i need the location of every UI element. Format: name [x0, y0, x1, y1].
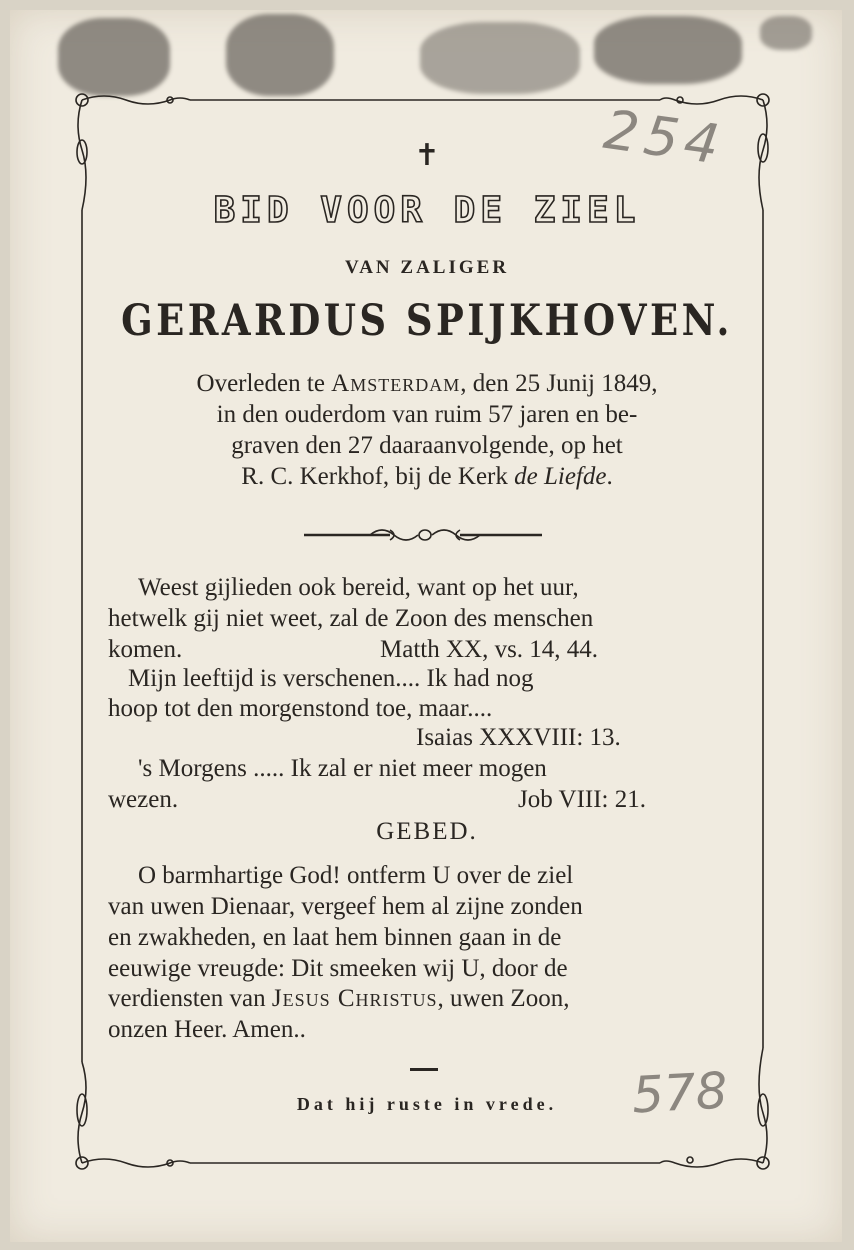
- scripture-line: hetwelk gij niet weet, zal de Zoon des menschen: [108, 605, 594, 632]
- prayer-line: van uwen Dienaar, vergeef hem al zijne zonden: [108, 893, 583, 920]
- scripture-line: wezen.: [108, 786, 179, 813]
- handwritten-number-bottom: 578: [630, 1061, 729, 1125]
- death-notice-line: R. C. Kerkhof, bij de Kerk de Liefde.: [241, 463, 613, 490]
- prayer-title: GEBED.: [376, 818, 478, 845]
- closing-line: Dat hij ruste in vrede.: [296, 1094, 558, 1114]
- scripture-line: hoop tot den morgenstond toe, maar....: [108, 695, 493, 722]
- prayer-line: O barmhartige God! ontferm U over de ziel: [138, 862, 574, 889]
- death-notice-line: Overleden te Amsterdam, den 25 Junij 1849,: [196, 370, 658, 397]
- death-notice-line: graven den 27 daaraanvolgende, op het: [231, 432, 623, 459]
- prayer-line: en zwakheden, en laat hem binnen gaan in de: [108, 924, 562, 951]
- subtitle-van-zaliger: VAN ZALIGER: [344, 257, 510, 278]
- scripture-line: Weest gijlieden ook bereid, want op het uur,: [138, 574, 579, 601]
- divider-ornament: [300, 522, 550, 548]
- title-bid-voor-de-ziel: BID VOOR DE ZIEL: [213, 190, 641, 231]
- cross-icon: ✝: [414, 139, 440, 172]
- scripture-line: komen.: [108, 636, 183, 663]
- deceased-name: GERARDUS SPIJKHOVEN.: [121, 296, 733, 346]
- scripture-line: Mijn leeftijd is verschenen.... Ik had nog: [128, 665, 534, 692]
- prayer-line: onzen Heer. Amen..: [108, 1016, 306, 1043]
- scripture-reference: Job VIII: 21.: [518, 786, 647, 813]
- closing-divider: [410, 1068, 438, 1071]
- death-city: Amsterdam: [331, 370, 461, 397]
- scripture-reference: Isaias XXXVIII: 13.: [416, 724, 621, 751]
- handwritten-number-top: 254: [600, 97, 729, 178]
- prayer-line: verdiensten van Jesus Christus, uwen Zoon,: [108, 985, 570, 1012]
- scripture-line: 's Morgens ..... Ik zal er niet meer mogen: [138, 755, 547, 782]
- death-notice-line: in den ouderdom van ruim 57 jaren en be-: [216, 401, 638, 428]
- scripture-reference: Matth XX, vs. 14, 44.: [380, 636, 599, 663]
- prayer-line: eeuwige vreugde: Dit smeeken wij U, door de: [108, 955, 568, 982]
- prayer-holy-name: Jesus Christus: [271, 985, 438, 1012]
- death-notice: [0, 368, 854, 492]
- church-name: de Liefde: [514, 463, 607, 490]
